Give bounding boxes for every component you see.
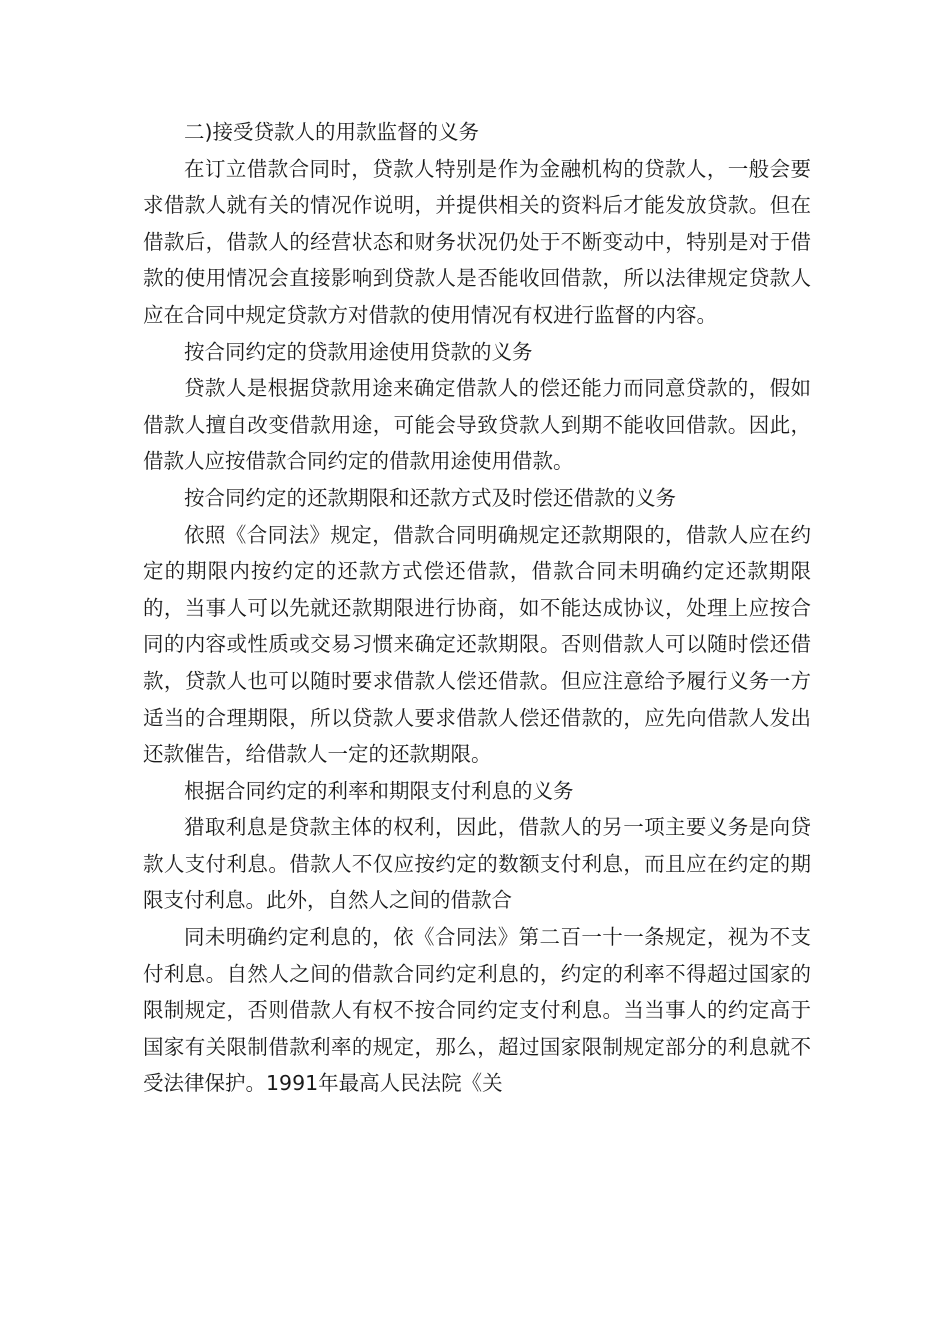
paragraph-loan-purpose: 贷款人是根据贷款用途来确定借款人的偿还能力而同意贷款的，假如借款人擅自改变借款用途，可能会导致贷款人到期不能收回借款。因此，借款人应按借款合同约定的借款用途使用借款。: [143, 376, 811, 474]
section-heading-repayment: 按合同约定的还款期限和还款方式及时偿还借款的义务: [184, 485, 676, 510]
document-body: [143, 114, 811, 1102]
paragraph-interest: 猎取利息是贷款主体的权利，因此，借款人的另一项主要义务是向贷款人支付利息。借款人不仅应按约定的数额支付利息，而且应在约定的期限支付利息。此外，自然人之间的借款合: [143, 815, 811, 913]
section-heading-interest: 根据合同约定的利率和期限支付利息的义务: [184, 778, 574, 803]
section-heading-supervision: 二)接受贷款人的用款监督的义务: [184, 120, 479, 144]
paragraph-supervision: 在订立借款合同时，贷款人特别是作为金融机构的贷款人，一般会要求借款人就有关的情况作说明，并提供相关的资料后才能发放贷款。但在借款后，借款人的经营状态和财务状况仍处于不断变动中，特别是对于借款的使用情况会直接影响到贷款人是否能收回借款，所以法律规定贷款人应在合同中规定贷款方对借款的使用情况有权进行监督的内容。: [143, 156, 811, 327]
section-heading-loan-purpose: 按合同约定的贷款用途使用贷款的义务: [184, 339, 533, 364]
paragraph-repayment: 依照《合同法》规定，借款合同明确规定还款期限的，借款人应在约定的期限内按约定的还款方式偿还借款，借款合同未明确约定还款期限的，当事人可以先就还款期限进行协商，如不能达成协议，处理上应按合同的内容或性质或交易习惯来确定还款期限。否则借款人可以随时偿还借款，贷款人也可以随时要求借款人偿还借款。但应注意给予履行义务一方适当的合理期限，所以贷款人要求借款人偿还借款的，应先向借款人发出还款催告，给借款人一定的还款期限。: [143, 522, 811, 767]
paragraph-interest-continued: 同未明确约定利息的，依《合同法》第二百一十一条规定，视为不支付利息。自然人之间的借款合同约定利息的，约定的利率不得超过国家的限制规定，否则借款人有权不按合同约定支付利息。当当事人的约定高于国家有关限制借款利率的规定，那么，超过国家限制规定部分的利息就不受法律保护。1991年最高人民法院《关: [143, 925, 811, 1096]
